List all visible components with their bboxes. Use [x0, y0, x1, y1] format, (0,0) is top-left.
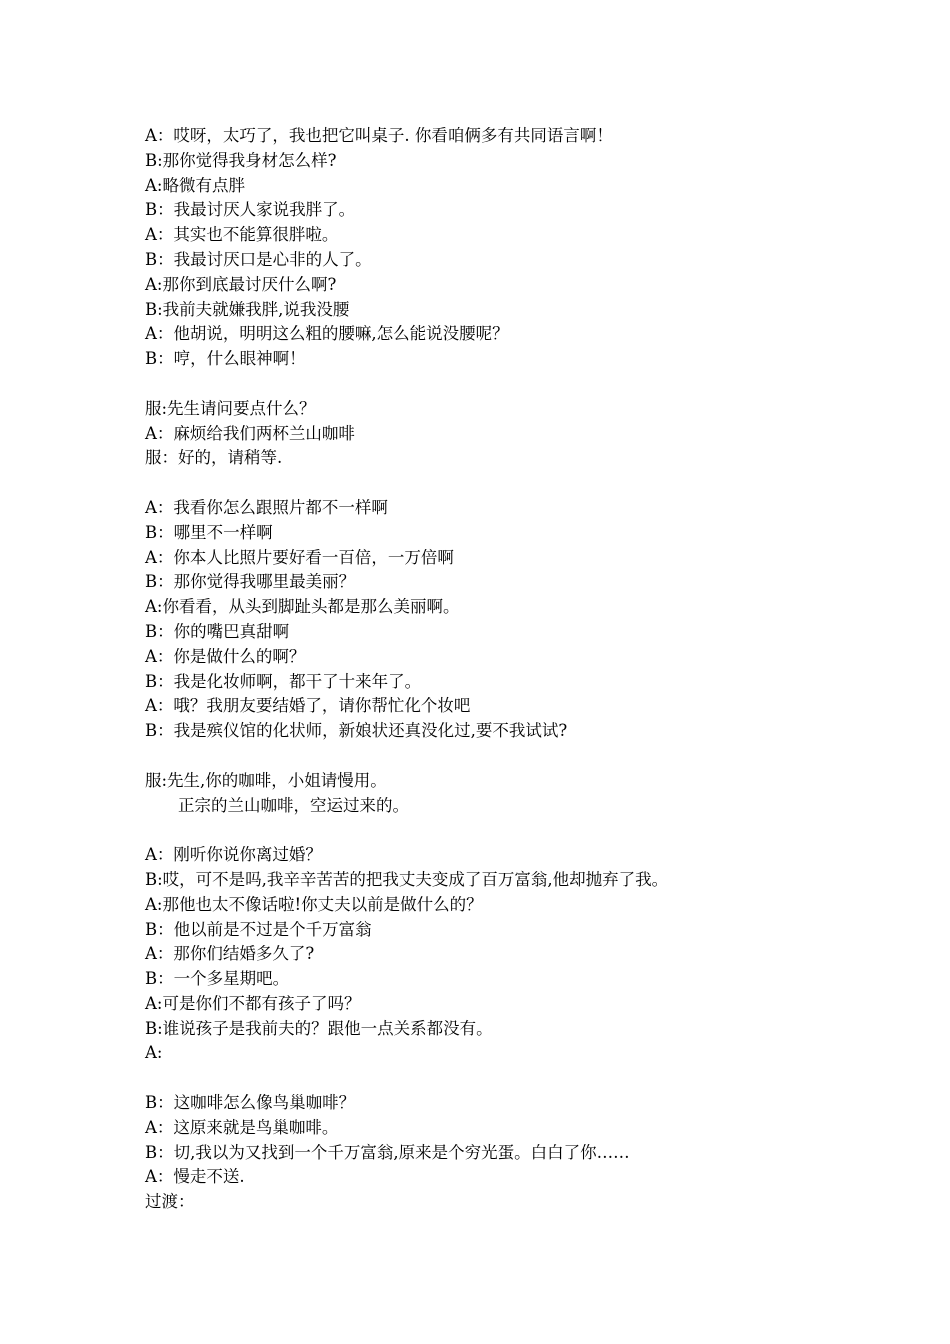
dialogue-line: A：那你们结婚多久了?: [145, 944, 315, 964]
dialogue-line: A:那他也太不像话啦!你丈夫以前是做什么的？: [145, 894, 483, 914]
dialogue-line: 服:先生,你的咖啡，小姐请慢用。: [145, 770, 387, 790]
dialogue-line: A：刚听你说你离过婚？: [145, 845, 322, 865]
dialogue-line: B：哪里不一样啊: [145, 522, 273, 542]
dialogue-line: 服:先生请问要点什么？: [145, 398, 316, 418]
dialogue-line: B：一个多星期吧。: [145, 969, 290, 989]
dialogue-line: A：哦？我朋友要结婚了，请你帮忙化个妆吧: [145, 696, 471, 716]
dialogue-line: B：我最讨厌口是心非的人了。: [145, 249, 372, 269]
dialogue-line: A：你是做什么的啊？: [145, 646, 306, 666]
dialogue-line: B：你的嘴巴真甜啊: [145, 621, 290, 641]
dialogue-line: A：我看你怎么跟照片都不一样啊: [145, 497, 388, 517]
dialogue-line: A：其实也不能算很胖啦。: [145, 225, 339, 245]
dialogue-line: B:哎，可不是吗,我辛辛苦苦的把我丈夫变成了百万富翁,他却抛弃了我。: [145, 869, 669, 889]
dialogue-line: A:那你到底最讨厌什么啊?: [145, 274, 337, 294]
dialogue-line: A：你本人比照片要好看一百倍，一万倍啊: [145, 547, 454, 567]
dialogue-line: B：这咖啡怎么像鸟巢咖啡？: [145, 1093, 356, 1113]
dialogue-line: A:你看看，从头到脚趾头都是那么美丽啊。: [145, 597, 460, 617]
dialogue-script: [145, 124, 885, 1215]
blank-line: [145, 744, 885, 769]
dialogue-line: A:: [145, 1043, 163, 1063]
blank-line: [145, 1066, 885, 1091]
dialogue-line: A：哎呀，太巧了，我也把它叫桌子. 你看咱俩多有共同语言啊！: [145, 126, 613, 145]
dialogue-line: A：他胡说，明明这么粗的腰嘛,怎么能说没腰呢？: [145, 324, 509, 344]
dialogue-line: 服：好的，请稍等.: [145, 448, 283, 468]
dialogue-line: A：慢走不送.: [145, 1167, 245, 1187]
dialogue-line: B：切,我以为又找到一个千万富翁,原来是个穷光蛋。白白了你……: [145, 1142, 630, 1162]
dialogue-line: B：我是殡仪馆的化状师，新娘状还真没化过,要不我试试?: [145, 721, 568, 741]
dialogue-line: B:谁说孩子是我前夫的？跟他一点关系都没有。: [145, 1018, 493, 1038]
dialogue-line: B：那你觉得我哪里最美丽？: [145, 572, 356, 592]
dialogue-line: B：哼，什么眼神啊！: [145, 349, 306, 369]
dialogue-line: B:我前夫就嫌我胖,说我没腰: [145, 299, 350, 319]
blank-line: [145, 471, 885, 496]
dialogue-line: 过渡：: [145, 1192, 195, 1212]
dialogue-line: A：这原来就是鸟巢咖啡。: [145, 1117, 339, 1137]
blank-line: [145, 372, 885, 397]
blank-line: [145, 818, 885, 843]
dialogue-line: B：他以前是不过是个千万富翁: [145, 919, 372, 939]
dialogue-line: B：我是化妆师啊，都干了十来年了。: [145, 671, 422, 691]
dialogue-line: A：麻烦给我们两杯兰山咖啡: [145, 423, 355, 443]
dialogue-line: 正宗的兰山咖啡，空运过来的。: [178, 795, 409, 815]
dialogue-line: B:那你觉得我身材怎么样?: [145, 150, 337, 170]
dialogue-line: A:可是你们不都有孩子了吗？: [145, 993, 361, 1013]
dialogue-line: A:略微有点胖: [145, 175, 245, 195]
dialogue-line: B：我最讨厌人家说我胖了。: [145, 200, 356, 220]
